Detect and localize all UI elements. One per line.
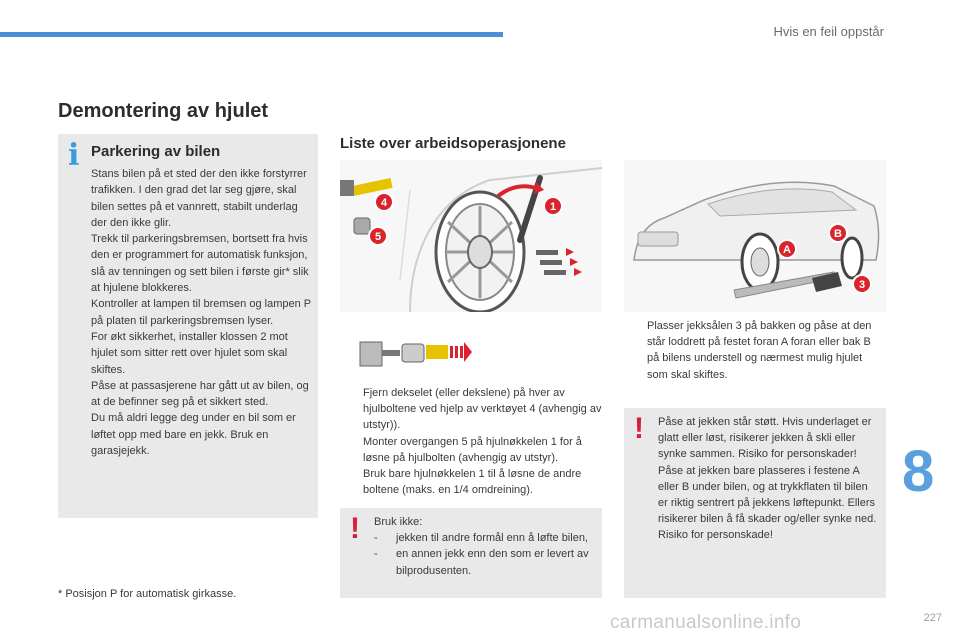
list-item: [340, 385, 602, 434]
info-paragraph: Stans bilen på et sted der den ikke forstyrrer trafikken. I den grad det lar seg gjøre, skal bilen settes på et vannrett, stabilt underlag der den ikke glir.: [91, 168, 307, 229]
list-item: [624, 318, 886, 383]
info-box-text: [91, 166, 316, 459]
step-text: Bruk bare hjulnøkkelen 1 til å løsne de andre boltene (maks. en 1/4 omdreining).: [363, 468, 582, 497]
info-icon: i: [68, 138, 80, 173]
tools-drawing: [340, 332, 474, 374]
warning-item: jekken til andre formål enn å løfte bilen,: [396, 532, 588, 545]
info-box: [58, 134, 318, 518]
info-paragraph: Trekk til parkeringsbremsen, bortsett fra hvis den er programmert for automatisk funksjon, slå av tenningen og sett bilen i første gir* slik at hjulene blokkeres.: [91, 233, 309, 295]
warning-box: [624, 408, 886, 598]
info-paragraph: Du må aldri legge deg under en bil som er løftet opp med bare en jekk. Bruk en garasjejekk.: [91, 412, 296, 458]
info-paragraph: Kontroller at lampen til bremsen og lampen P på platen til parkeringsbremsen lyser.: [91, 298, 311, 327]
list-item: [340, 434, 602, 466]
callout-label: 5: [374, 231, 382, 243]
info-paragraph: For økt sikkerhet, installer klossen 2 mot hjulet som sitter rett over hjulet som skal skiftes.: [91, 330, 288, 376]
step-text: Fjern dekselet (eller dekslene) på hver av hjulboltene ved hjelp av verktøyet 4 (avhengig av utstyr)).: [363, 387, 602, 432]
car-illustration: [624, 160, 886, 312]
list-item: [374, 546, 594, 578]
wheel-illustration: [340, 160, 602, 312]
callout-label: 1: [549, 201, 557, 213]
page-title: Demontering av hjulet: [58, 100, 269, 122]
footnote: * Posisjon P for automatisk girkasse.: [58, 588, 237, 600]
callout-label: A: [783, 244, 791, 256]
steps-list-right: [624, 318, 886, 383]
dash-icon: -: [374, 548, 378, 561]
warning-paragraph: Påse at jekken står støtt. Hvis underlaget er glatt eller løst, risikerer jekken å skli eller synke sammen. Risiko for personskader!: [658, 416, 872, 461]
steps-list: [340, 385, 602, 498]
step-text: Monter overgangen 5 på hjulnøkkelen 1 for å løsne på hjulbolten (avhengig av utstyr).: [363, 435, 582, 464]
info-paragraph: Påse at passasjerene har gått ut av bilen, og at de befinner seg på et sikkert sted.: [91, 379, 309, 409]
warning-icon: !: [350, 512, 360, 545]
callout-label: 4: [380, 197, 388, 209]
callout-label: 3: [858, 279, 866, 291]
chapter-title: Hvis en feil oppstår: [773, 24, 884, 39]
warning-item: en annen jekk enn den som er levert av bilprodusenten.: [396, 548, 589, 577]
callout-label: B: [834, 228, 842, 240]
list-item: [340, 466, 602, 498]
info-box-title: Parkering av bilen: [91, 143, 221, 160]
warning-box: [340, 508, 602, 598]
warning-text: [658, 414, 878, 544]
car-drawing: [624, 160, 886, 312]
dash-icon: -: [374, 532, 378, 545]
section-title: Liste over arbeidsoperasjonene: [340, 135, 566, 152]
warning-text: [374, 514, 594, 579]
top-accent-bar: [0, 32, 503, 37]
watermark: carmanualsonline.info: [610, 612, 802, 633]
warning-intro: Bruk ikke:: [374, 516, 423, 528]
chapter-number: 8: [902, 439, 935, 504]
tools-illustration: [340, 332, 474, 374]
wheel-drawing: [340, 160, 602, 312]
warning-icon: !: [634, 412, 644, 445]
list-item: [374, 530, 594, 546]
page-number: 227: [923, 612, 942, 624]
step-text: Plasser jekksålen 3 på bakken og påse at den står loddrett på festet foran A foran eller bak B på bilens understell og nærmest mulig hjulet som skal skiftes.: [647, 320, 872, 381]
warning-paragraph: Påse at jekken bare plasseres i festene A eller B under bilen, og at trykkflaten til bilen er riktig sentrert på jekkens løftepunkt. Ellers risikerer bilen å få skader og/eller synke ned. Risiko for personskade!: [658, 464, 877, 542]
